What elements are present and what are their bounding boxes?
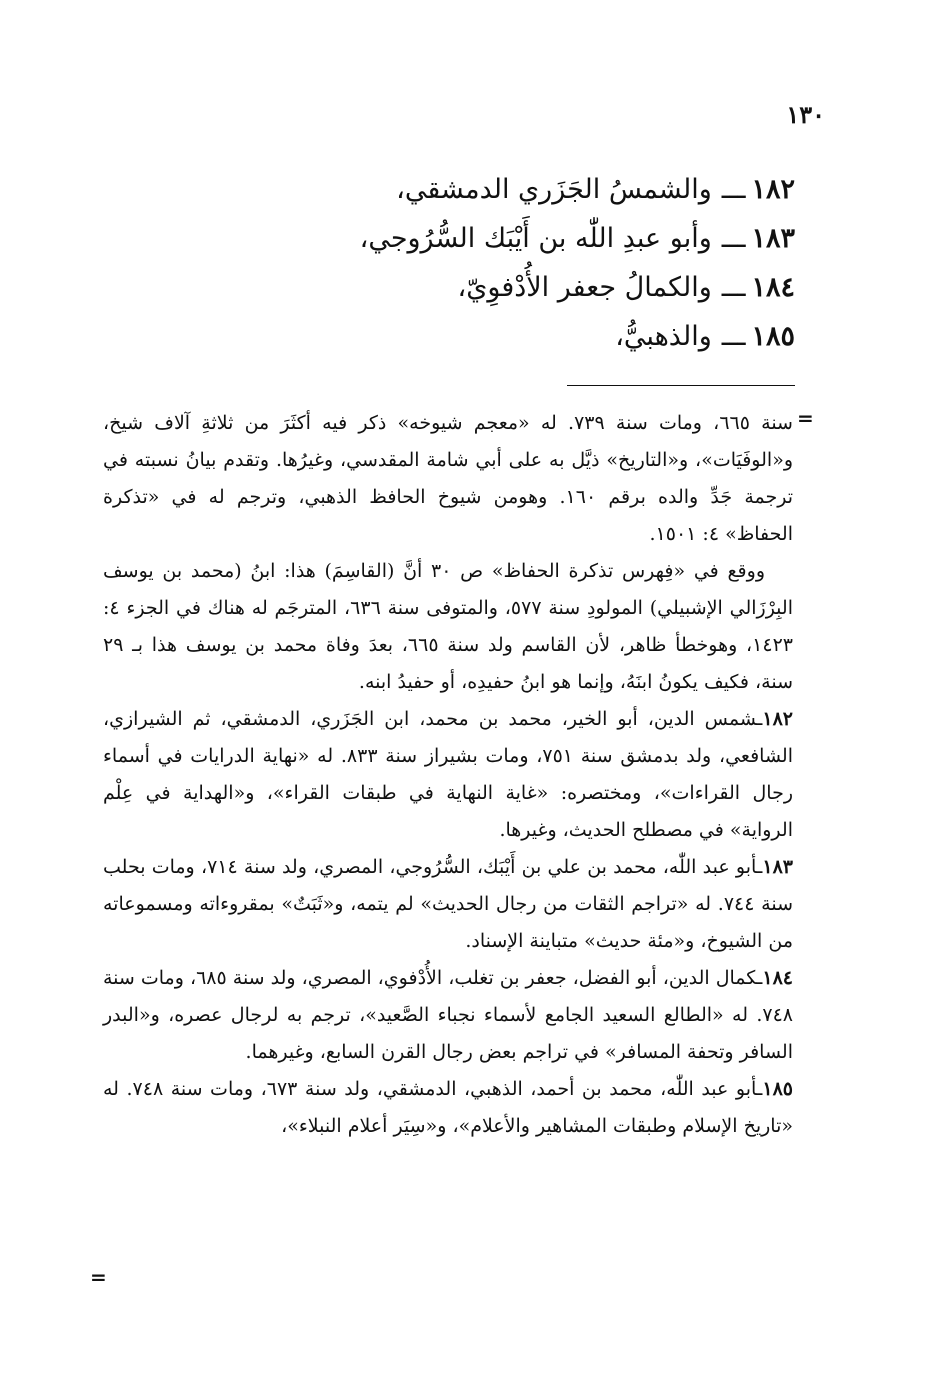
- list-item: [195, 214, 795, 263]
- list-item: [195, 312, 795, 361]
- item-number: ١٨٢: [751, 174, 795, 205]
- footnotes: [103, 405, 793, 1145]
- item-number: ١٨٤: [751, 272, 795, 303]
- page-number: ١٣٠: [786, 100, 825, 129]
- footnote-divider: [567, 385, 795, 386]
- footnote-entry: [103, 849, 793, 960]
- footnote-paragraph: ووقع في «فِهرس تذكرة الحفاظ» ص ٣٠ أنَّ (القاسِمَ) هذا: ابنُ (محمد بن يوسف البِرْزَالي الإشبيلي) المولودِ سنة ٥٧٧، والمتوفى سنة ٦٣٦، المترجَم له هناك في الجزء ٤: ١٤٢٣، وهوخطأ ظاهر، لأن القاسم ولد سنة ٦٦٥، بعدَ وفاة محمد بن يوسف هذا بـ ٢٩ سنة، فكيف يكونُ ابنَهُ، وإنما هو ابنُ حفيدِه، أو حفيدُ ابنه.: [103, 560, 793, 693]
- continuation-mark-end: =: [90, 1265, 107, 1289]
- footnote-number: ١٨٤: [762, 967, 793, 989]
- footnote-dash: ـ: [756, 708, 763, 730]
- item-number: ١٨٥: [751, 321, 795, 352]
- item-text: والكمالُ جعفر الأُدْفوِيّ،: [457, 272, 712, 303]
- footnote-number: ١٨٣: [762, 856, 793, 878]
- item-number: ١٨٣: [751, 223, 795, 254]
- item-text: والشمسُ الجَزَري الدمشقي،: [396, 174, 712, 205]
- continuation-mark-start: =: [797, 406, 814, 430]
- footnote-entry: [103, 701, 793, 849]
- item-text: وأبو عبدِ اللّٰه بن أَيْبَك السُّرُوجي،: [359, 223, 712, 254]
- footnote-entry: [103, 1071, 793, 1145]
- item-dash: ـــ: [721, 321, 746, 352]
- footnote-entry: [103, 960, 793, 1071]
- list-item: [195, 165, 795, 214]
- footnote-paragraph: سنة ٦٦٥، ومات سنة ٧٣٩. له «معجم شيوخه» ذكر فيه أكثَرَ من ثلاثةِ آلاف شيخ، و«الوفَيَات»، و«التاريخ» ذيَّل به على أبي شامة المقدسي، وغيرُها. وتقدم بيانُ نسبته في ترجمة جَدِّ والده برقم ١٦٠. وهومن شيوخ الحافظ الذهبي، وترجم له في «تذكرة الحفاظ» ٤: ١٥٠١.: [103, 412, 794, 545]
- footnote-text: أبو عبد اللّٰه، محمد بن أحمد، الذهبي، الدمشقي، ولد سنة ٦٧٣، ومات سنة ٧٤٨. له «تاريخ الإسلام وطبقات المشاهير والأعلام»، و«سِيَر أعلام النبلاء»،: [103, 1078, 793, 1137]
- item-dash: ـــ: [721, 223, 746, 254]
- footnote-text: شمس الدين، أبو الخير، محمد بن محمد، ابن الجَزَري، الدمشقي، ثم الشيرازي، الشافعي، ولد بدمشق سنة ٧٥١، ومات بشيراز سنة ٨٣٣. له «نهاية الدرايات في أسماء رجال القراءات»، ومختصره: «غاية النهاية في طبقات القراء»، و«الهداية في عِلْم الرواية» في مصطلح الحديث، وغيرها.: [103, 708, 793, 841]
- footnote-dash: ـ: [756, 967, 763, 989]
- footnote-dash: ـ: [756, 856, 763, 878]
- footnote-number: ١٨٢: [762, 708, 793, 730]
- footnote-text: أبو عبد اللّٰه، محمد بن علي بن أَيْبَك، السُّرُوجي، المصري، ولد سنة ٧١٤، ومات بحلب سنة ٧٤٤. له «تراجم الثقات من رجال الحديث» لم يتمه، و«ثَبَتٌ» بمقروءاته ومسموعاته من الشيوخ، و«مئة حديث» متباينة الإسناد.: [103, 856, 793, 952]
- item-text: والذهبيُّ،: [615, 321, 712, 352]
- footnote-text: كمال الدين، أبو الفضل، جعفر بن تغلب، الأُدْفوي، المصري، ولد سنة ٦٨٥، ومات سنة ٧٤٨. له «الطالع السعيد الجامع لأسماء نجباء الصَّعيد»، ترجم به لرجال عصره، و«البدر السافر وتحفة المسافر» في تراجم بعض رجال القرن السابع، وغيرهما.: [103, 967, 793, 1063]
- footnote-dash: ـ: [756, 1078, 763, 1100]
- list-item: [195, 263, 795, 312]
- footnote-number: ١٨٥: [762, 1078, 793, 1100]
- item-dash: ـــ: [721, 272, 746, 303]
- main-list: [195, 165, 795, 361]
- item-dash: ـــ: [721, 174, 746, 205]
